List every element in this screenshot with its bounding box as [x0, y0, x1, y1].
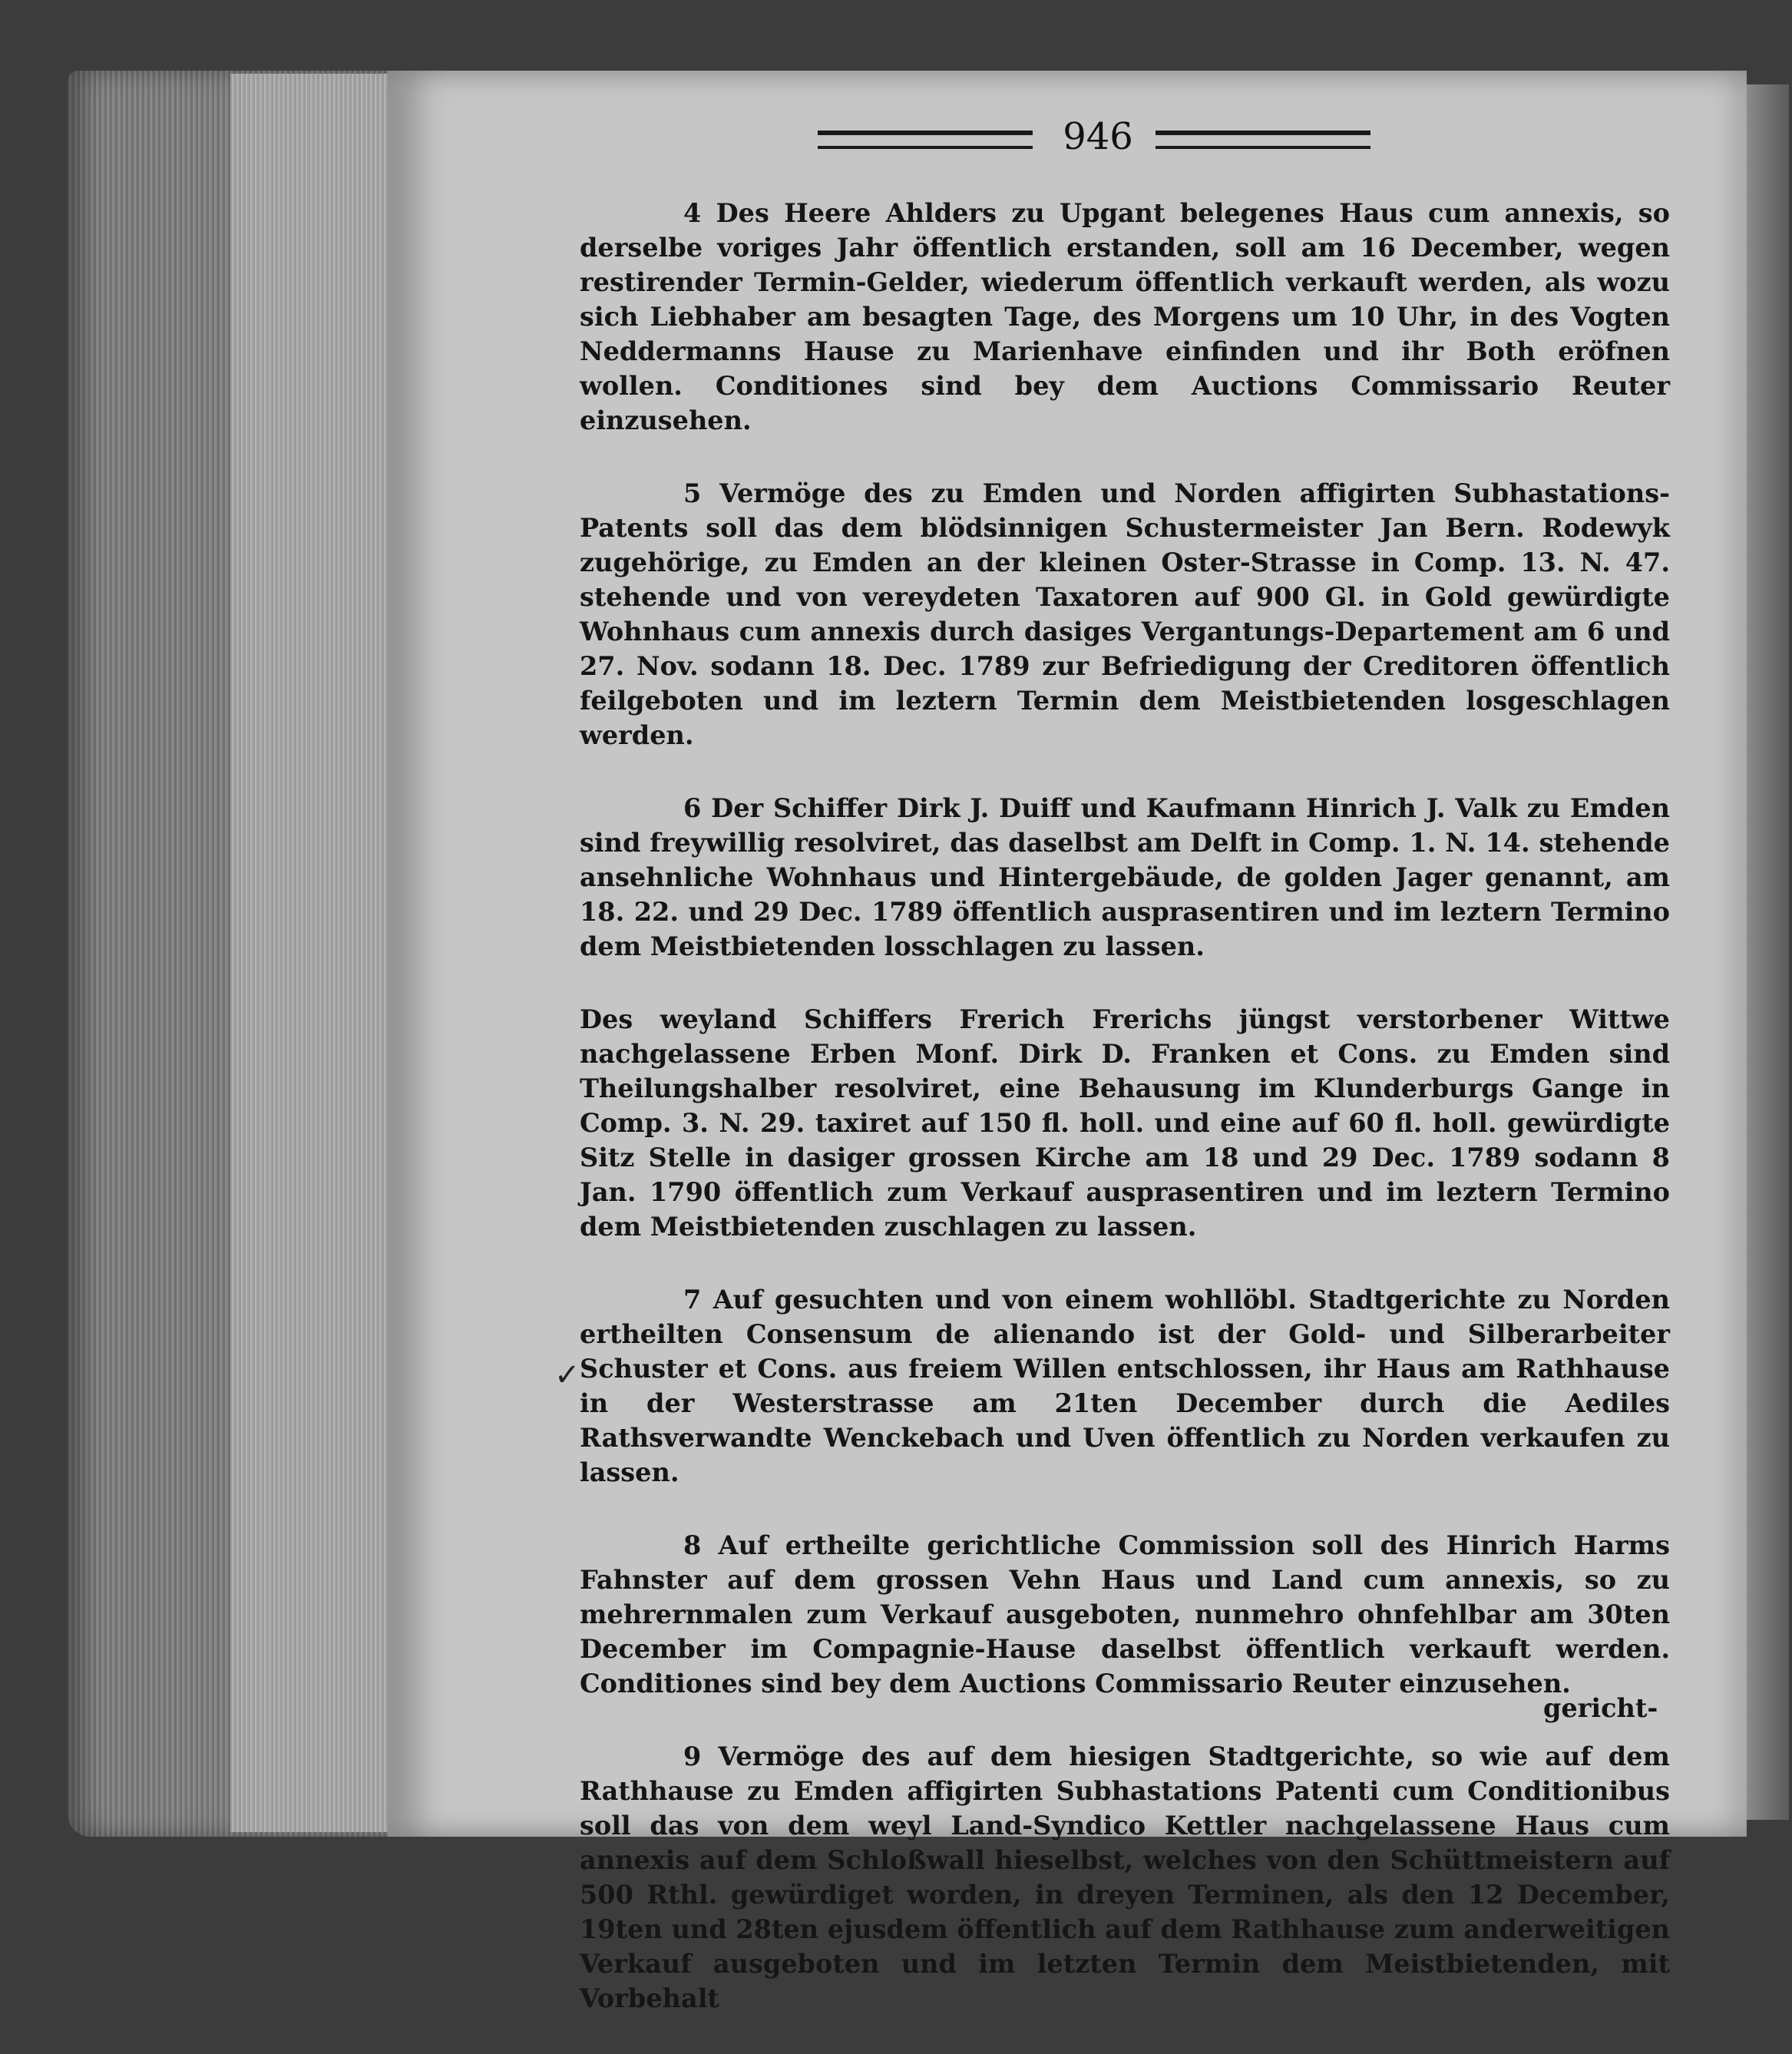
paragraph-9: 9 Vermöge des auf dem hiesigen Stadtgerichte, so wie auf dem Rathhause zu Emden affigirten Subhastations Patenti cum Conditionibus soll das von dem weyl Land-Syndico Kettler nachgelassene Haus cum annexis auf dem Schloßwall hieselbst, welches von den Schüttmeistern auf 500 Rthl. gewürdiget worden, in dreyen Terminen, als den 12 December, 19ten und 28ten ejusdem öffentlich auf dem Rathhause zum anderweitigen Verkauf ausgeboten und im letzten Termin dem Meistbietenden, mit Vorbehalt	[580, 1741, 1670, 2013]
paragraph-7: 7 Auf gesuchten und von einem wohllöbl. Stadtgerichte zu Norden ertheilten Consensum de alienando ist der Gold- und Silberarbeiter Schuster et Cons. aus freiem Willen entschlossen, ihr Haus am Rathhause in der Westerstrasse am 21ten December durch die Aediles Rathsverwandte Wenckebach und Uven öffentlich zu Norden verkaufen zu lassen.	[580, 1285, 1670, 1487]
header-rule-right	[1156, 131, 1370, 149]
paragraph-6: 6 Der Schiffer Dirk J. Duiff und Kaufmann Hinrich J. Valk zu Emden sind freywillig resolviret, das daselbst am Delft in Comp. 1. N. 14. stehende ansehnliche Wohnhaus und Hintergebäude, de golden Jager genannt, am 18. 22. und 29 Dec. 1789 öffentlich ausprasentiren und im leztern Termino dem Meistbietenden losschlagen zu lassen.	[580, 793, 1670, 961]
page-body	[580, 196, 1670, 2054]
page-header	[818, 115, 1370, 161]
book-right-edge	[1743, 84, 1789, 1820]
margin-mark-icon: ✓	[554, 1358, 580, 1393]
header-rule-left	[818, 131, 1033, 149]
paragraph-4: 4 Des Heere Ahlders zu Upgant belegenes Haus cum annexis, so derselbe voriges Jahr öffentlich erstanden, soll am 16 December, wegen restirender Termin-Gelder, wiederum öffentlich verkauft werden, als wozu sich Liebhaber am besagten Tage, des Morgens um 10 Uhr, in des Vogten Neddermanns Hause zu Marienhave einfinden und ihr Both eröfnen wollen. Conditiones sind bey dem Auctions Commissario Reuter einzusehen.	[580, 198, 1670, 435]
catchword: gericht-	[1543, 1693, 1658, 1723]
page-number: 946	[1063, 115, 1133, 158]
paragraph-8: 8 Auf ertheilte gerichtliche Commission soll des Hinrich Harms Fahnster auf dem grossen Vehn Haus und Land cum annexis, so zu mehrernmalen zum Verkauf ausgeboten, nunmehro ohnfehlbar am 30ten December im Compagnie-Hause daselbst öffentlich verkauft werden. Conditiones sind bey dem Auctions Commissario Reuter einzusehen.	[580, 1530, 1670, 1698]
paragraph-5: 5 Vermöge des zu Emden und Norden affigirten Subhastations-Patents soll das dem blödsinnigen Schustermeister Jan Bern. Rodewyk zugehörige, zu Emden an der kleinen Oster-Strasse in Comp. 13. N. 47. stehende und von vereydeten Taxatoren auf 900 Gl. in Gold gewürdigte Wohnhaus cum annexis durch dasiges Vergantungs-Departement am 6 und 27. Nov. sodann 18. Dec. 1789 zur Befriedigung der Creditoren öffentlich feilgeboten und im leztern Termin dem Meistbietenden losgeschlagen werden.	[580, 478, 1670, 750]
paragraph-frerichs: Des weyland Schiffers Frerich Frerichs jüngst verstorbener Wittwe nachgelassene Erben Monf. Dirk D. Franken et Cons. zu Emden sind Theilungshalber resolviret, eine Behausung im Klunderburgs Gange in Comp. 3. N. 29. taxiret auf 150 fl. holl. und eine auf 60 fl. holl. gewürdigte Sitz Stelle in dasiger grossen Kirche am 18 und 29 Dec. 1789 sodann 8 Jan. 1790 öffentlich zum Verkauf ausprasentiren und im leztern Termino dem Meistbietenden zuschlagen zu lassen.	[580, 1004, 1670, 1242]
book-page-stack-inner	[230, 74, 392, 1832]
